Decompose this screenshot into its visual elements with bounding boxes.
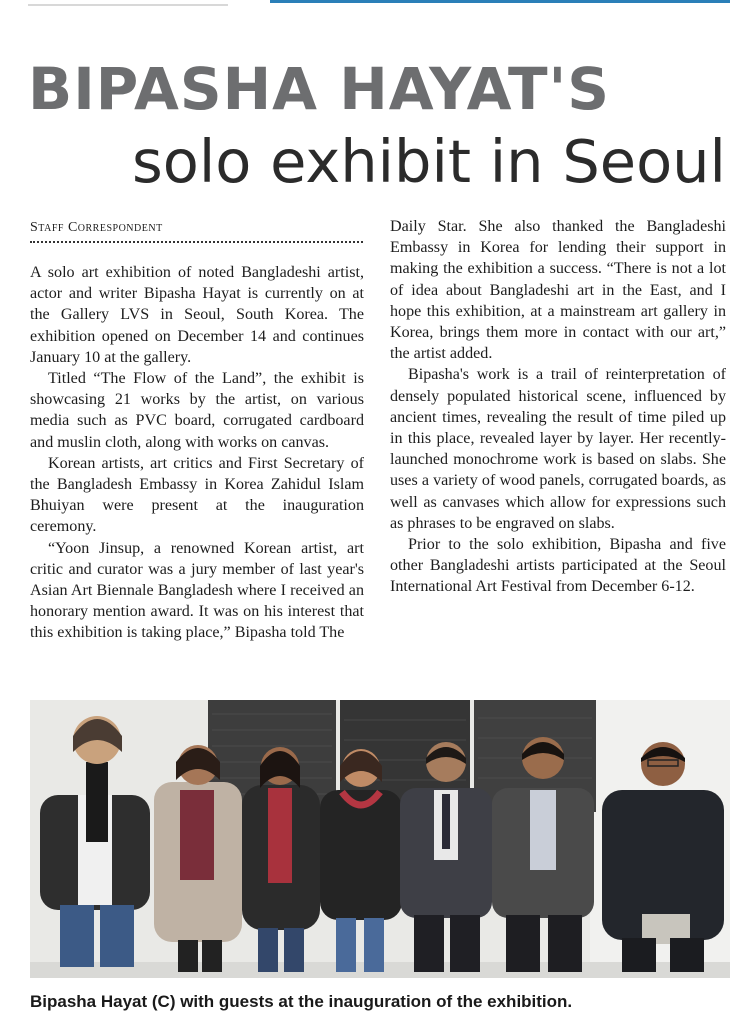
- paragraph: Daily Star. She also thanked the Bangladeshi Embassy in Korea for lending their support in making the exhibition a success. “There is not a lot of idea about Bangladeshi art in the East, and I hope this exhibition, at a mainstream art gallery in Korea, brings them more in contact with our art,” the artist added.: [390, 218, 726, 363]
- headline-line-2: solo exhibit in Seoul: [132, 127, 726, 196]
- paragraph: Korean artists, art critics and First Secretary of the Bangladesh Embassy in Korea Zahidul Islam Bhuiyan were present at the inauguration ceremony.: [30, 454, 364, 536]
- photo-caption: Bipasha Hayat (C) with guests at the inauguration of the exhibition.: [30, 992, 573, 1011]
- byline-divider: [30, 241, 363, 243]
- masthead-strip: [28, 0, 228, 6]
- event-photo: [30, 700, 730, 978]
- masthead-rule: [270, 0, 730, 3]
- article-column-right: [390, 216, 726, 598]
- paragraph: Prior to the solo exhibition, Bipasha and five other Bangladeshi artists participated at the Seoul International Art Festival from December 6-12.: [390, 536, 726, 596]
- paragraph: Bipasha's work is a trail of reinterpretation of densely populated historical scene, influenced by ancient times, revealing the result of time piled up in this place, revealed layer by layer. Her recently-launched monochrome work is based on slabs. She uses a variety of wood panels, corrugated boards, as well as canvases which allow for expressions such as phrases to be engraved on slabs.: [390, 366, 726, 532]
- byline: Staff Correspondent: [30, 220, 163, 235]
- paragraph: A solo art exhibition of noted Bangladeshi artist, actor and writer Bipasha Hayat is currently on at the Gallery LVS in Seoul, South Korea. The exhibition opened on December 14 and continues January 10 at the gallery.: [30, 264, 364, 366]
- paragraph: Titled “The Flow of the Land”, the exhibit is showcasing 21 works by the artist, on various media such as PVC board, corrugated cardboard and muslin cloth, along with works on canvas.: [30, 370, 364, 451]
- headline-line-1: BIPASHA HAYAT'S: [28, 55, 611, 123]
- paragraph: “Yoon Jinsup, a renowned Korean artist, art critic and curator was a jury member of last year's Asian Art Biennale Bangladesh where I received an honorary mention award. It was on his interest that this exhibition is taking place,” Bipasha told The: [30, 539, 364, 642]
- article-column-left: [30, 262, 364, 644]
